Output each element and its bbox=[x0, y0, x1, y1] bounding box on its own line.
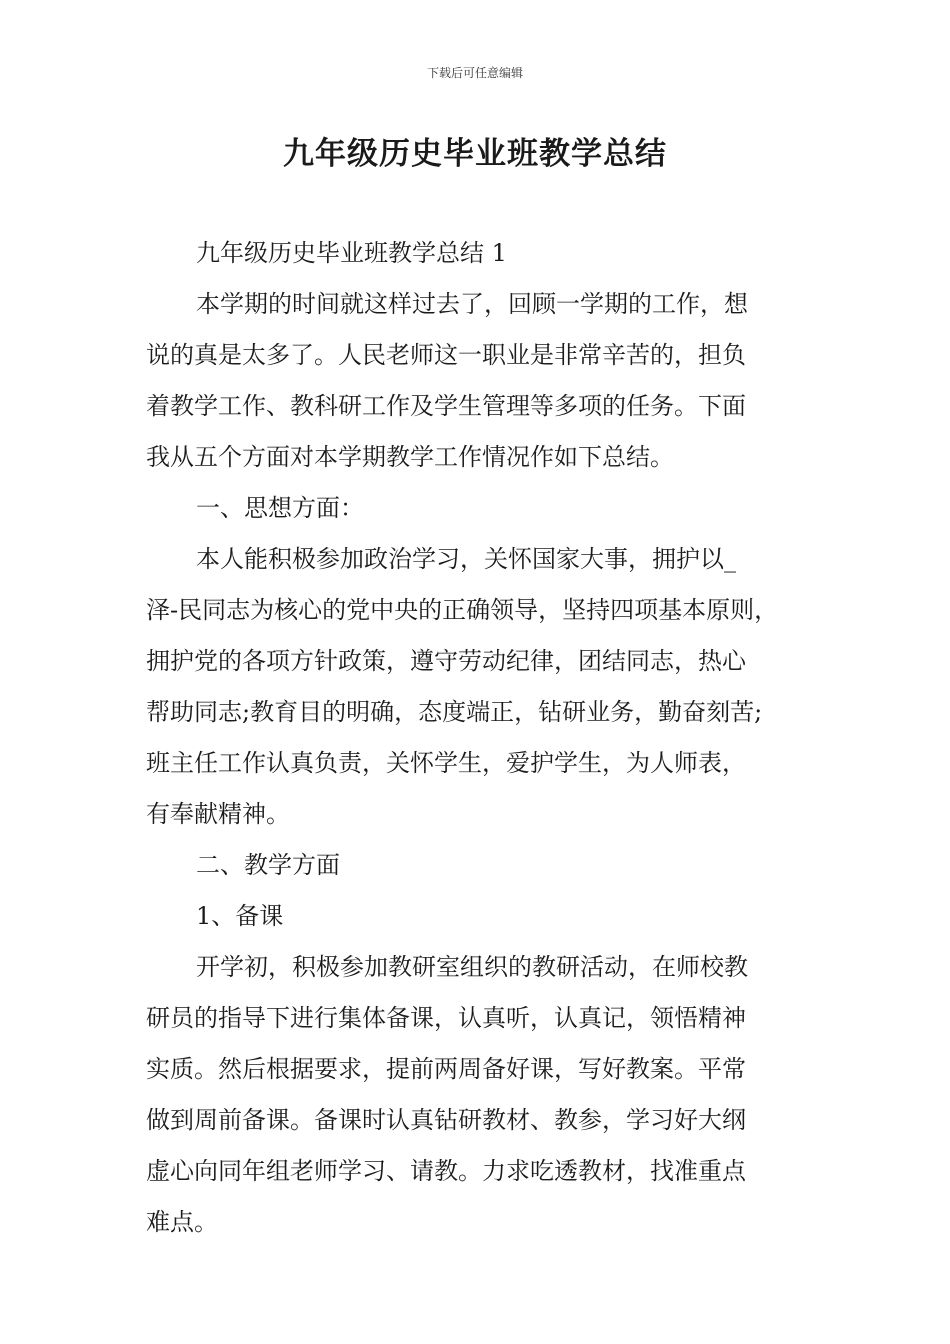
paragraph-line: 实质。然后根据要求，提前两周备好课，写好教案。平常 bbox=[146, 1055, 746, 1083]
paragraph-line: 泽-民同志为核心的党中央的正确领导，坚持四项基本原则， bbox=[146, 596, 779, 624]
paragraph-line: 班主任工作认真负责，关怀学生，爱护学生，为人师表， bbox=[146, 749, 746, 777]
header-note: 下载后可任意编辑 bbox=[426, 66, 523, 80]
paragraph-line: 难点。 bbox=[146, 1208, 218, 1236]
document-body bbox=[146, 228, 816, 1248]
paragraph-line: 拥护党的各项方针政策，遵守劳动纪律，团结同志，热心 bbox=[146, 647, 746, 675]
paragraph-line: 说的真是太多了。人民老师这一职业是非常辛苦的，担负 bbox=[146, 341, 746, 369]
paragraph-line: 研员的指导下进行集体备课，认真听，认真记，领悟精神 bbox=[146, 1004, 746, 1032]
section-heading: 二、教学方面 bbox=[196, 851, 340, 879]
paragraph-line: 本人能积极参加政治学习，关怀国家大事，拥护以_ bbox=[196, 545, 736, 573]
section-subtitle: 九年级历史毕业班教学总结 1 bbox=[196, 239, 507, 267]
paragraph-line: 做到周前备课。备课时认真钻研教材、教参，学习好大纲 bbox=[146, 1106, 746, 1134]
subsection-heading: 1、备课 bbox=[196, 902, 284, 930]
paragraph-line: 着教学工作、教科研工作及学生管理等多项的任务。下面 bbox=[146, 392, 746, 420]
paragraph-line: 帮助同志;教育目的明确，态度端正，钻研业务，勤奋刻苦; bbox=[146, 698, 763, 726]
paragraph-line: 有奉献精神。 bbox=[146, 800, 290, 828]
paragraph-line: 本学期的时间就这样过去了，回顾一学期的工作，想 bbox=[196, 290, 748, 318]
paragraph-line: 我从五个方面对本学期教学工作情况作如下总结。 bbox=[146, 443, 674, 471]
paragraph-line: 开学初，积极参加教研室组织的教研活动，在师校教 bbox=[196, 953, 748, 981]
section-heading: 一、思想方面： bbox=[196, 494, 364, 522]
paragraph-line: 虚心向同年组老师学习、请教。力求吃透教材，找准重点 bbox=[146, 1157, 746, 1185]
document-title: 九年级历史毕业班教学总结 bbox=[283, 136, 667, 172]
